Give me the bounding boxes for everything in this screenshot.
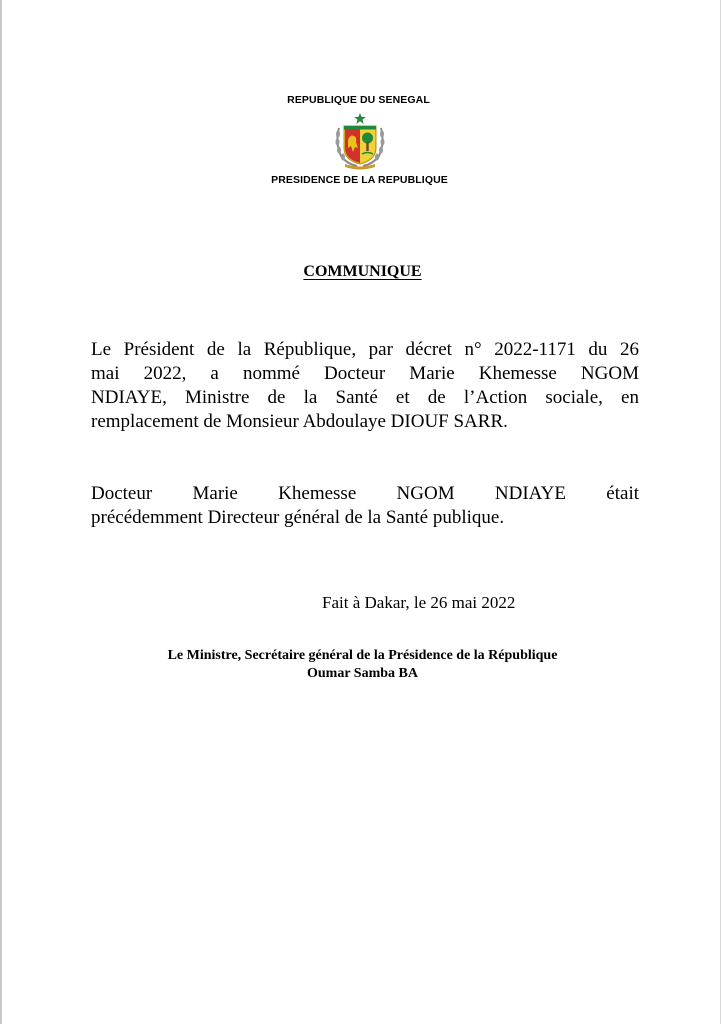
signatory-title: Le Ministre, Secrétaire général de la Présidence de la République: [167, 648, 558, 663]
signatory-name: Oumar Samba BA: [307, 666, 418, 681]
office-header: PRESIDENCE DE LA REPUBLIQUE: [271, 174, 448, 186]
paragraph-line: remplacement de Monsieur Abdoulaye DIOUF SARR.: [91, 411, 508, 432]
signature-block: [2, 647, 721, 683]
senegal-coat-of-arms-icon: [333, 112, 387, 170]
paragraph-line: Le Président de la République, par décret n° 2022-1171 du 26: [91, 339, 639, 360]
country-header: REPUBLIQUE DU SENEGAL: [287, 94, 430, 106]
place-and-date: Fait à Dakar, le 26 mai 2022: [322, 593, 516, 612]
paragraph-line: Docteur Marie Khemesse NGOM NDIAYE était: [91, 483, 639, 504]
document-title: COMMUNIQUE: [303, 263, 422, 280]
paragraph-background: [91, 482, 639, 530]
paragraph-line: NDIAYE, Ministre de la Santé et de l’Action sociale, en: [91, 387, 639, 408]
paragraph-line: mai 2022, a nommé Docteur Marie Khemesse NGOM: [91, 363, 639, 384]
paragraph-appointment: [91, 338, 639, 434]
paragraph-line: précédemment Directeur général de la Santé publique.: [91, 507, 505, 528]
